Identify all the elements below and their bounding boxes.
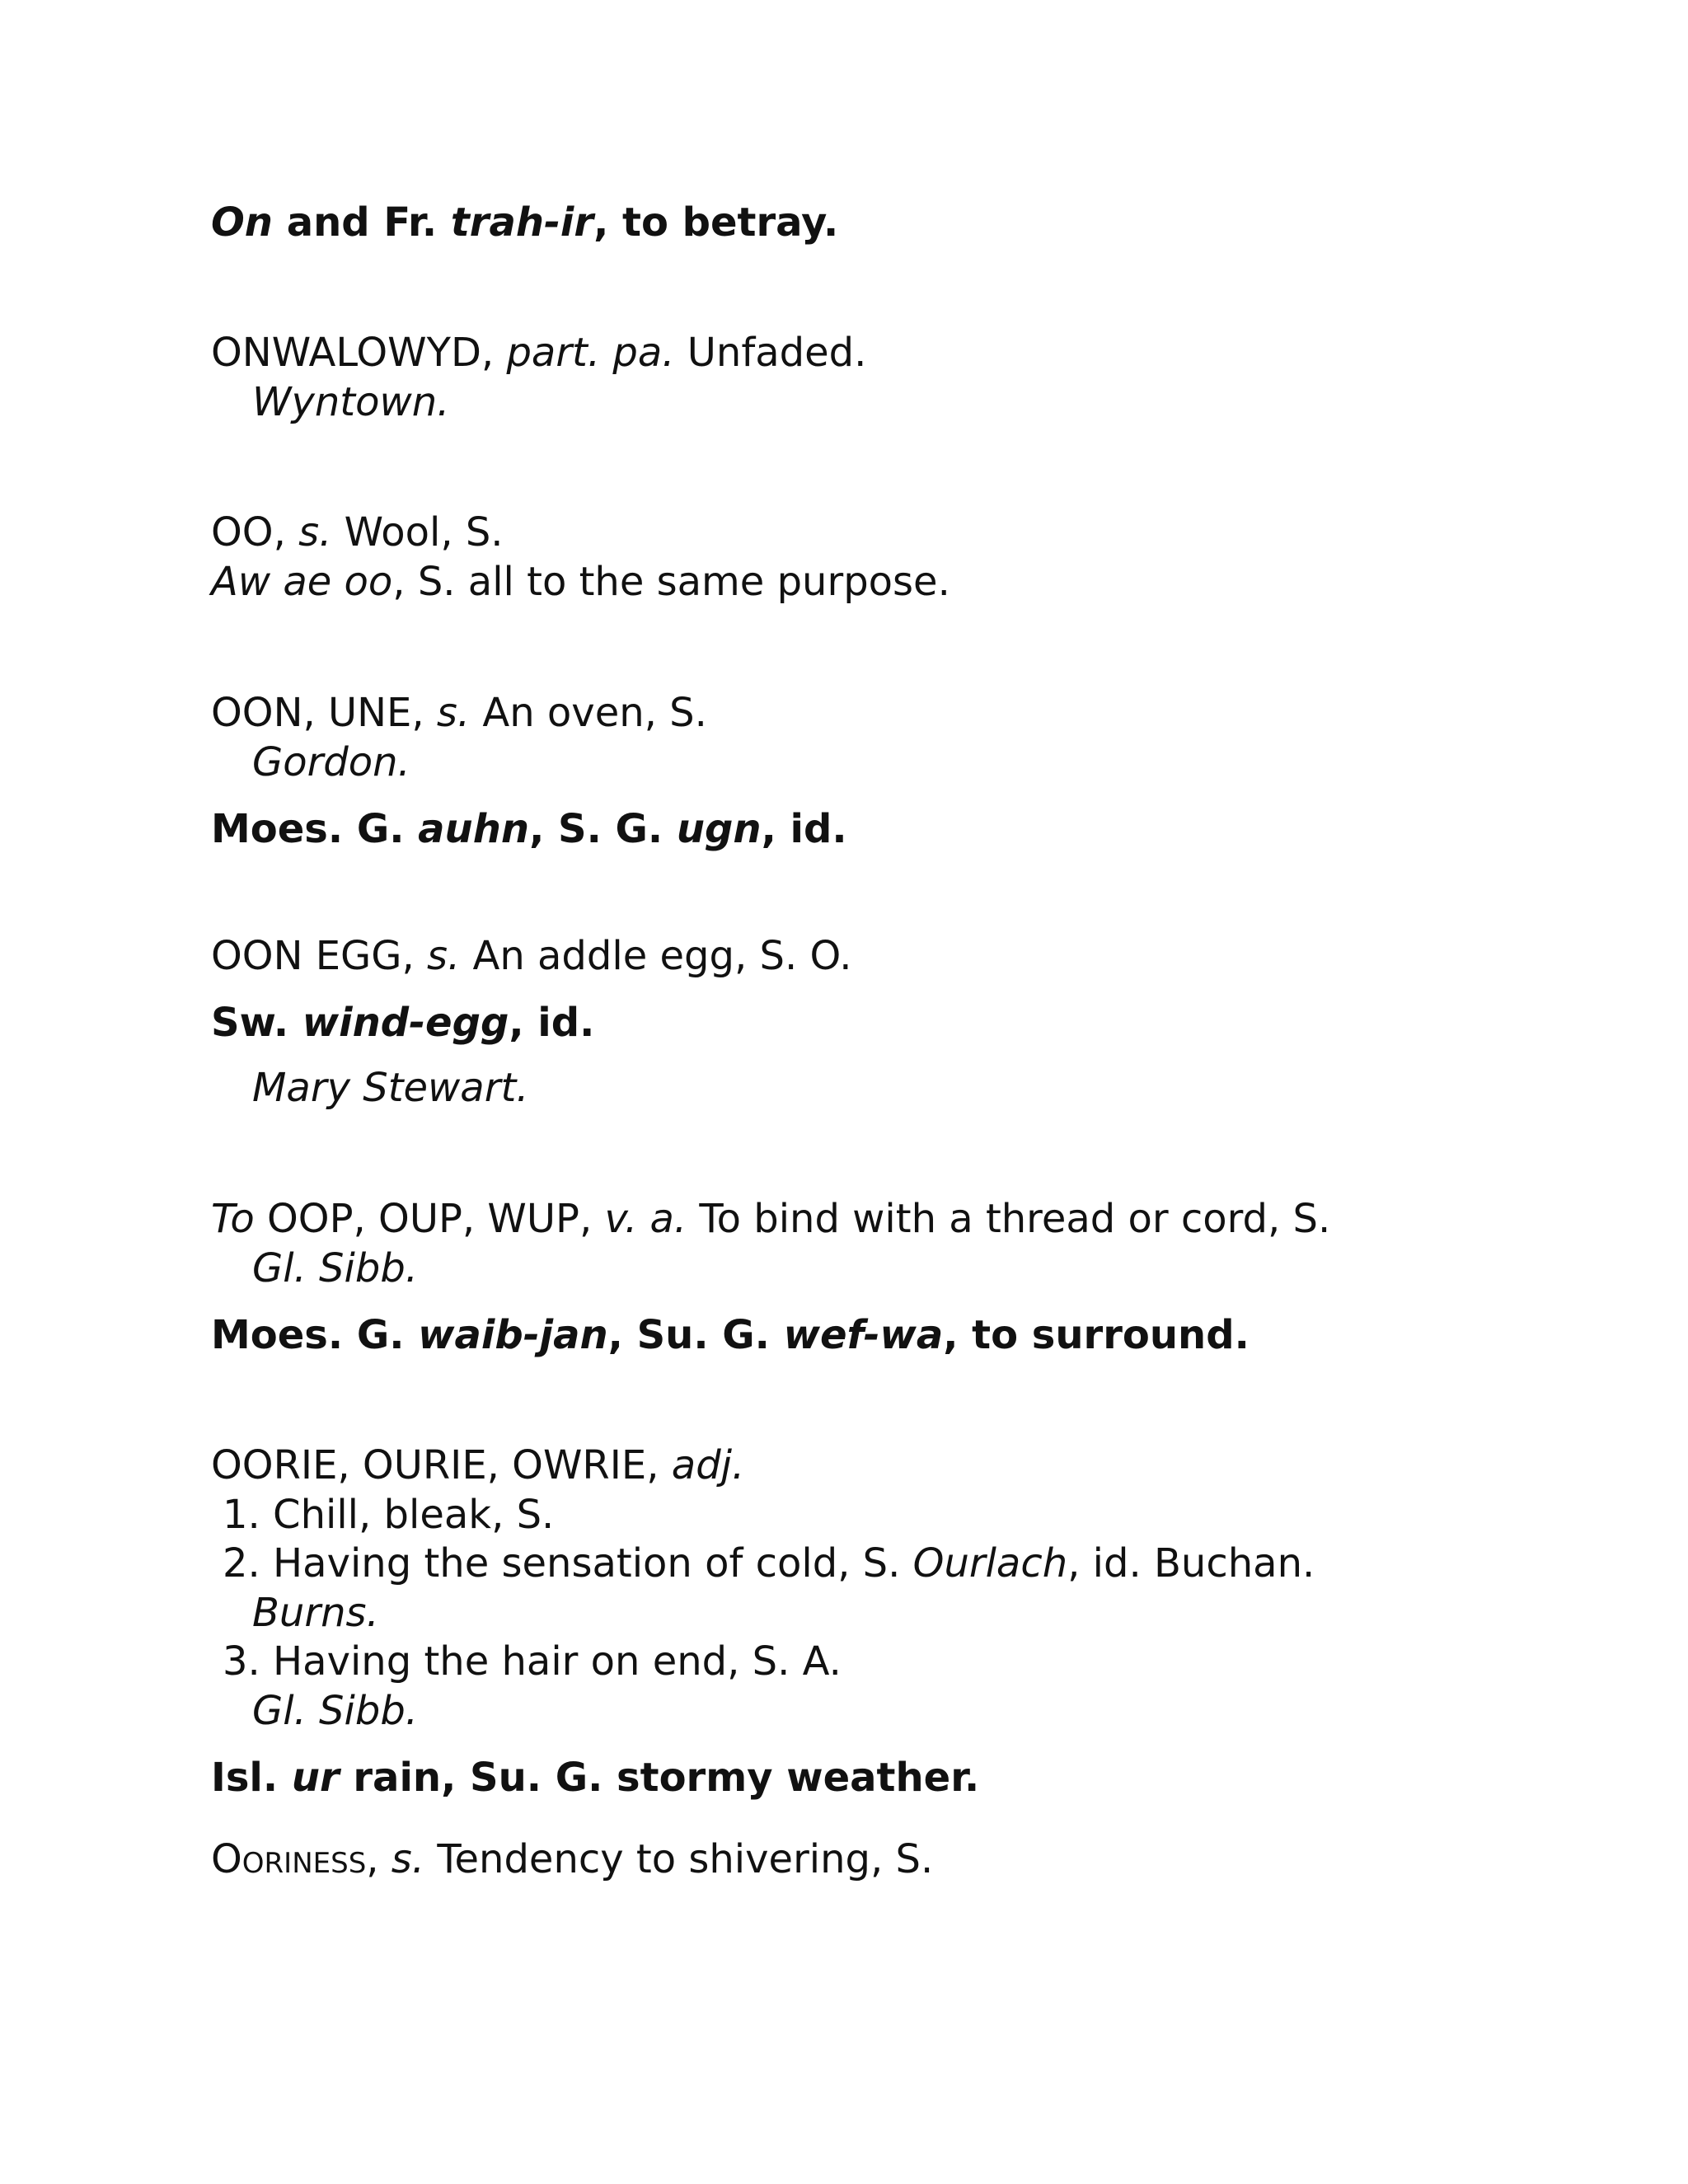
etym-italic: waib-jan: [418, 1312, 608, 1358]
citation-text: Mary Stewart.: [252, 1065, 529, 1111]
etym-italic: trah-ir: [450, 199, 594, 246]
etymology-line: [211, 804, 847, 854]
etym-italic: ur: [291, 1755, 340, 1801]
etym-text: Isl.: [211, 1755, 292, 1801]
headword: OON, UNE,: [211, 690, 437, 736]
sense-3: [223, 1637, 842, 1686]
etym-text: , Su. G.: [607, 1312, 784, 1358]
citation: [252, 1686, 418, 1736]
etym-text: rain, Su. G. stormy weather.: [339, 1755, 980, 1801]
etymology-line: [211, 998, 594, 1047]
etym-italic: On: [211, 199, 273, 246]
entry-headline-oon-une: [211, 688, 707, 738]
etymology-line: [211, 198, 838, 247]
sense-text: 3. Having the hair on end, S. A.: [223, 1638, 842, 1685]
part-of-speech: adj.: [671, 1442, 745, 1488]
etym-text: Sw.: [211, 1000, 302, 1046]
entry-headline-oo: [211, 508, 504, 557]
part-of-speech: part. pa.: [506, 330, 675, 376]
etym-text: , to betray.: [593, 199, 839, 246]
sense-2: [223, 1539, 1315, 1588]
etym-italic: ugn: [676, 806, 762, 852]
citation: [252, 1588, 379, 1638]
etymology-line: [211, 1753, 979, 1802]
definition: Tendency to shivering, S.: [424, 1836, 934, 1882]
headword: OO,: [211, 509, 299, 555]
entry-headline-ooriness: [211, 1835, 933, 1888]
part-of-speech: s.: [436, 690, 471, 736]
etym-italic: auhn: [418, 806, 530, 852]
headword: ONWALOWYD,: [211, 330, 507, 376]
etym-text: , to surround.: [943, 1312, 1250, 1358]
etym-text: and Fr.: [272, 199, 451, 246]
sense-text: 2. Having the sensation of cold, S.: [223, 1540, 913, 1586]
entry-headline-oop: [211, 1194, 1330, 1244]
etym-italic: wind-egg: [302, 1000, 509, 1046]
definition: An addle egg, S. O.: [460, 933, 852, 979]
headword-smallcaps: ORINESS: [241, 1847, 367, 1880]
definition: Unfaded.: [674, 330, 867, 376]
phrase-line: [211, 557, 950, 607]
verb-prefix: To: [211, 1196, 255, 1242]
citation: [252, 1244, 418, 1293]
entry-headline-oorie: [211, 1441, 744, 1490]
headword: OON EGG,: [211, 933, 427, 979]
etym-text: , id.: [761, 806, 847, 852]
citation: [252, 1063, 529, 1113]
definition: An oven, S.: [470, 690, 707, 736]
etymology-line: [211, 1310, 1250, 1360]
separator: ,: [366, 1836, 392, 1882]
part-of-speech: s.: [426, 933, 461, 979]
citation-text: Wyntown.: [252, 379, 450, 425]
phrase-italic: Aw ae oo: [211, 559, 393, 605]
etym-text: Moes. G.: [211, 806, 419, 852]
sense-text: 1. Chill, bleak, S.: [223, 1492, 555, 1538]
part-of-speech: v. a.: [604, 1196, 687, 1242]
headword: OOP, OUP, WUP,: [254, 1196, 605, 1242]
citation-text: Gordon.: [252, 739, 410, 785]
etym-text: Moes. G.: [211, 1312, 419, 1358]
entry-headline-onwalowyd: [211, 328, 866, 377]
headword-cap: O: [211, 1836, 242, 1882]
phrase-text: , S. all to the same purpose.: [392, 559, 950, 605]
sense-text: , id. Buchan.: [1067, 1540, 1315, 1586]
citation-text: Gl. Sibb.: [252, 1245, 419, 1291]
sense-1: [223, 1490, 554, 1540]
sense-italic: Ourlach: [912, 1540, 1068, 1586]
entry-headline-oon-egg: [211, 931, 852, 981]
part-of-speech: s.: [391, 1836, 425, 1882]
citation-text: Gl. Sibb.: [252, 1688, 419, 1734]
etym-text: , S. G.: [529, 806, 677, 852]
citation: [252, 738, 410, 787]
definition: To bind with a thread or cord, S.: [687, 1196, 1331, 1242]
etym-italic: wef-wa: [783, 1312, 944, 1358]
headword: OORIE, OURIE, OWRIE,: [211, 1442, 672, 1488]
part-of-speech: s.: [298, 509, 332, 555]
citation-text: Burns.: [252, 1590, 379, 1636]
definition: Wool, S.: [331, 509, 504, 555]
etym-text: , id.: [509, 1000, 595, 1046]
citation: [252, 377, 449, 427]
